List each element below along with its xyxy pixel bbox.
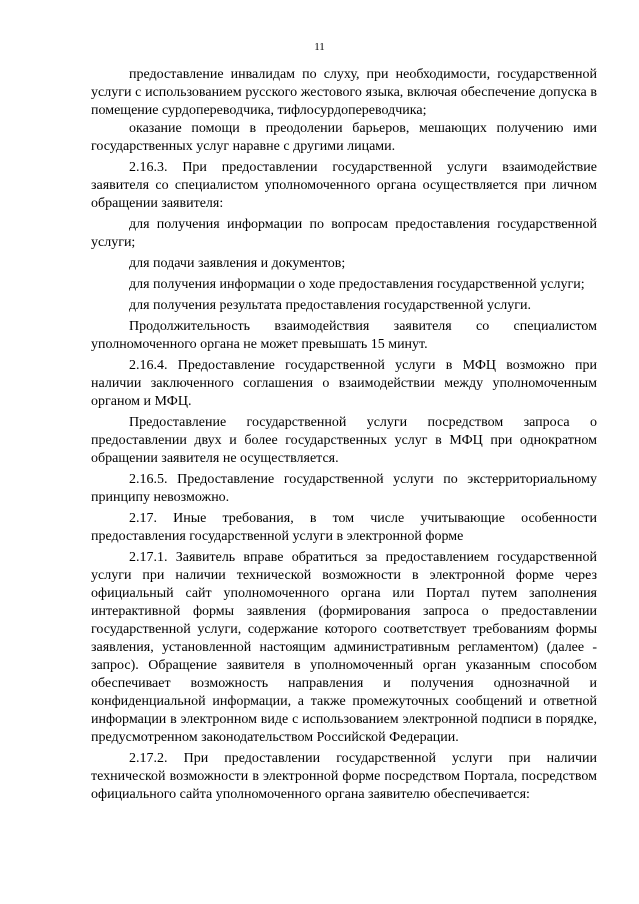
paragraph: 2.16.3. При предоставлении государственной услуги взаимодействие заявителя со специалистом уполномоченного органа осуществляется при личном обращении заявителя: <box>91 160 597 211</box>
paragraph: 2.16.4. Предоставление государственной услуги в МФЦ возможно при наличии заключенного соглашения о взаимодействии между уполномоченным органом и МФЦ. <box>91 358 597 409</box>
paragraph: 2.17.2. При предоставлении государственной услуги при наличии технической возможности в электронной форме посредством Портала, посредством официального сайта уполномоченного органа заявителю обеспечивается: <box>91 751 597 802</box>
paragraph: для получения результата предоставления государственной услуги. <box>129 298 531 313</box>
paragraph: Предоставление государственной услуги посредством запроса о предоставлении двух и более государственных услуг в МФЦ при однократном обращении заявителя не осуществляется. <box>91 415 597 466</box>
paragraph: 2.17.1. Заявитель вправе обратиться за предоставлением государственной услуги при наличии технической возможности в электронной форме через официальный сайт уполномоченного органа или Портал путем заполнения интерактивной формы заявления (формирования запроса о предоставлении государственной услуги, содержание которого соответствует требованиям формы заявления, установленной настоящим административным регламентом) (далее - запрос). Обращение заявителя в уполномоченный орган указанным способом обеспечивает возможность направления и получения однозначной и конфиденциальной информации, а также промежуточных сообщений и ответной информации в электронном виде с использованием электронной подписи в порядке, предусмотренном законодательством Российской Федерации. <box>91 550 597 745</box>
paragraph: для получения информации по вопросам предоставления государственной услуги; <box>91 217 597 250</box>
paragraph: оказание помощи в преодолении барьеров, мешающих получению ими государственных услуг наравне с другими лицами. <box>91 121 597 154</box>
document-body <box>91 66 597 804</box>
paragraph: для получения информации о ходе предоставления государственной услуги; <box>129 277 585 292</box>
paragraph: предоставление инвалидам по слуху, при необходимости, государственной услуги с использованием русского жестового языка, включая обеспечение допуска в помещение сурдопереводчика, тифлосурдопереводчика; <box>91 67 597 118</box>
paragraph: для подачи заявления и документов; <box>129 256 346 271</box>
paragraph: 2.17. Иные требования, в том числе учитывающие особенности предоставления государственной услуги в электронной форме <box>91 511 597 544</box>
page-number: 11 <box>314 41 325 53</box>
paragraph: 2.16.5. Предоставление государственной услуги по экстерриториальному принципу невозможно. <box>91 472 597 505</box>
paragraph: Продолжительность взаимодействия заявителя со специалистом уполномоченного органа не может превышать 15 минут. <box>91 319 597 352</box>
